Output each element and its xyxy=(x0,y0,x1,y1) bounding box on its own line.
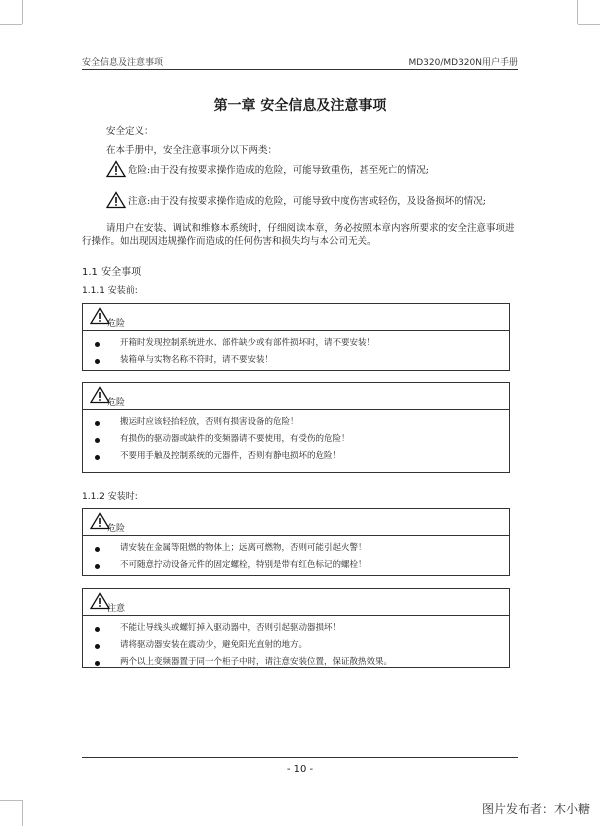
crop-mark xyxy=(577,0,578,24)
list-item xyxy=(83,414,509,431)
header-divider xyxy=(82,69,518,70)
running-header-right: MD320/MD320N用户手册 xyxy=(408,58,518,68)
bullet-icon xyxy=(95,644,100,649)
section-heading: 1.1 安全事项 xyxy=(82,267,142,278)
list-item-text: 请安装在金属等阻燃的物体上；远离可燃物，否则可能引起火警！ xyxy=(120,543,367,553)
bullet-icon xyxy=(95,661,100,666)
list-item xyxy=(83,557,509,574)
bullet-icon xyxy=(95,438,100,443)
list-item-text: 不要用手触及控制系统的元器件，否则有静电损坏的危险！ xyxy=(120,451,342,461)
bullet-icon xyxy=(95,342,100,347)
list-item xyxy=(83,431,509,448)
list-item-text: 请将驱动器安装在震动少，避免阳光直射的地方。 xyxy=(120,640,308,650)
safety-definition-label: 安全定义： xyxy=(106,126,154,137)
list-item-text: 有损伤的驱动器或缺件的变频器请不要使用，有受伤的危险！ xyxy=(120,434,350,444)
warning-box-label: 注意 xyxy=(107,604,126,614)
subsection-heading-before-install: 1.1.1 安装前: xyxy=(82,286,138,296)
list-item-text: 装箱单与实物名称不符时，请不要安装！ xyxy=(120,355,274,365)
bullet-icon xyxy=(95,421,100,426)
bullet-icon xyxy=(95,564,100,569)
crop-mark xyxy=(22,0,23,24)
warning-box-header xyxy=(83,304,509,331)
warning-box-danger xyxy=(82,303,510,371)
list-item xyxy=(83,540,509,557)
warning-box-header xyxy=(83,383,509,410)
bullet-icon xyxy=(95,627,100,632)
caution-definition-text: 注意:由于没有按要求操作造成的危险，可能导致中度伤害或轻伤，及设备损坏的情况; xyxy=(128,196,486,207)
warning-box-label: 危险 xyxy=(107,398,126,408)
list-item xyxy=(83,335,509,352)
running-header-left: 安全信息及注意事项 xyxy=(82,58,164,68)
publisher-watermark: 图片发布者：木小糖 xyxy=(481,802,590,816)
warning-box-danger xyxy=(82,508,510,576)
crop-mark xyxy=(578,24,600,25)
crop-mark xyxy=(0,800,22,801)
warning-box-label: 危险 xyxy=(107,319,126,329)
list-item xyxy=(83,352,509,369)
warning-box-danger xyxy=(82,382,510,473)
bullet-icon xyxy=(95,455,100,460)
list-item xyxy=(83,654,509,671)
intro-paragraph: 请用户在安装、调试和维修本系统时，仔细阅读本章，务必按照本章内容所要求的安全注意事项进行操作。如出现因违规操作而造成的任何伤害和损失均与本公司无关。 xyxy=(82,223,515,247)
bullet-icon xyxy=(95,359,100,364)
list-item xyxy=(83,637,509,654)
page-number: - 10 - xyxy=(286,764,314,775)
warning-box-header xyxy=(83,589,509,616)
warning-box-caution xyxy=(82,588,510,668)
crop-mark xyxy=(22,800,23,826)
list-item xyxy=(83,448,509,465)
list-item-text: 不可随意拧动设备元件的固定螺栓，特别是带有红色标记的螺栓！ xyxy=(120,560,367,570)
footer-divider xyxy=(82,757,518,758)
list-item xyxy=(83,620,509,637)
caution-definition xyxy=(106,191,486,209)
crop-mark xyxy=(0,24,22,25)
warning-triangle-icon xyxy=(106,191,126,209)
danger-definition-text: 危险:由于没有按要求操作造成的危险，可能导致重伤，甚至死亡的情况; xyxy=(128,165,429,176)
list-item-text: 搬运时应该轻抬轻放，否则有损害设备的危险！ xyxy=(120,417,299,427)
warning-box-label: 危险 xyxy=(107,524,126,534)
list-item-text: 不能让导线头或螺钉掉入驱动器中，否则引起驱动器损坏！ xyxy=(120,623,342,633)
safety-intro-line: 在本手册中，安全注意事项分以下两类： xyxy=(106,145,278,156)
bullet-icon xyxy=(95,547,100,552)
chapter-title: 第一章 安全信息及注意事项 xyxy=(213,98,387,114)
warning-box-header xyxy=(83,509,509,536)
warning-triangle-icon xyxy=(106,160,126,178)
subsection-heading-during-install: 1.1.2 安装时: xyxy=(82,492,138,502)
list-item-text: 开箱时发现控制系统进水、部件缺少或有部件损坏时，请不要安装！ xyxy=(120,338,376,348)
list-item-text: 两个以上变频器置于同一个柜子中时，请注意安装位置，保证散热效果。 xyxy=(120,657,393,667)
danger-definition xyxy=(106,160,429,178)
